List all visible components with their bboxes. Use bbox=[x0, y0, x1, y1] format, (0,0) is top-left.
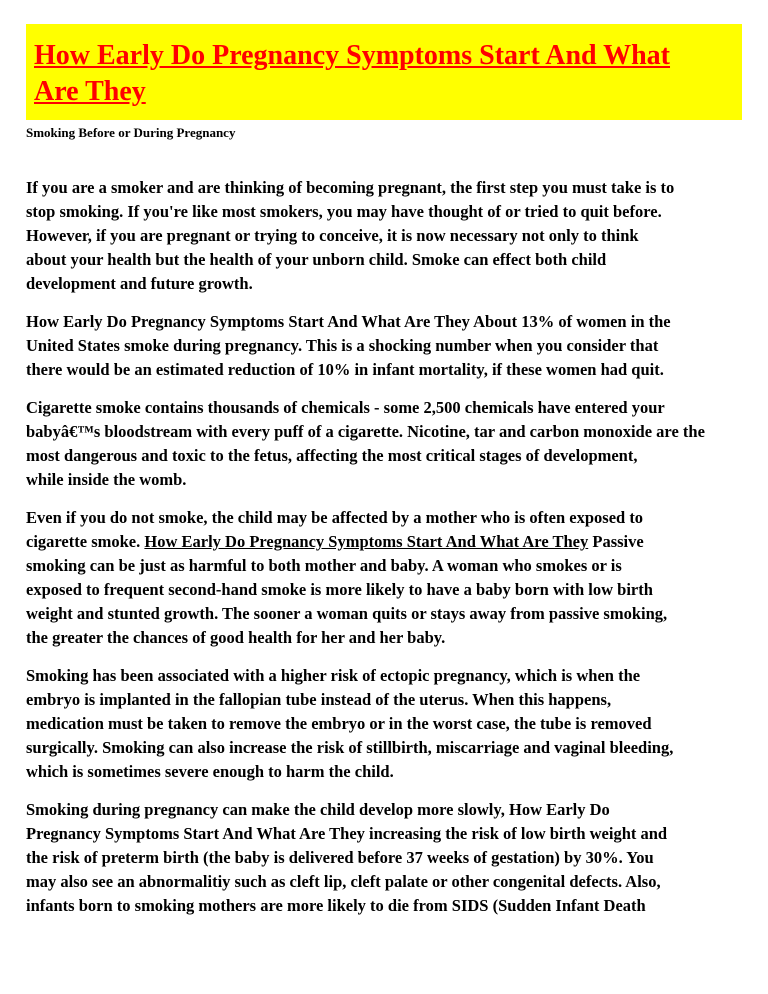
text-line: smoking can be just as harmful to both mother and baby. A woman who smokes or is bbox=[26, 556, 622, 575]
text-line bbox=[26, 530, 768, 554]
text-line: babyâ€™s bloodstream with every puff of a cigarette. Nicotine, tar and carbon monoxide are the bbox=[26, 422, 705, 441]
text-line: exposed to frequent second-hand smoke is more likely to have a baby born with low birth bbox=[26, 580, 653, 599]
text-line: most dangerous and toxic to the fetus, affecting the most critical stages of development, bbox=[26, 446, 638, 465]
text-line: may also see an abnormalitiy such as cleft lip, cleft palate or other congenital defects. Also, bbox=[26, 872, 661, 891]
article-body bbox=[26, 176, 768, 918]
text-line: which is sometimes severe enough to harm the child. bbox=[26, 762, 394, 781]
text-line: there would be an estimated reduction of 10% in infant mortality, if these women had quit. bbox=[26, 360, 664, 379]
paragraph-2 bbox=[26, 310, 768, 382]
text-line: surgically. Smoking can also increase the risk of stillbirth, miscarriage and vaginal bleeding, bbox=[26, 738, 674, 757]
text-segment: cigarette smoke. bbox=[26, 532, 145, 551]
text-line: the risk of preterm birth (the baby is delivered before 37 weeks of gestation) by 30%. You bbox=[26, 848, 654, 867]
text-line: medication must be taken to remove the embryo or in the worst case, the tube is removed bbox=[26, 714, 652, 733]
paragraph-3 bbox=[26, 396, 768, 492]
text-line: If you are a smoker and are thinking of becoming pregnant, the first step you must take is to bbox=[26, 178, 675, 197]
inline-title-link[interactable]: How Early Do Pregnancy Symptoms Start And What Are They bbox=[144, 532, 589, 551]
text-line: the greater the chances of good health for her and her baby. bbox=[26, 628, 446, 647]
text-line: Pregnancy Symptoms Start And What Are They increasing the risk of low birth weight and bbox=[26, 824, 668, 843]
text-segment: Passive bbox=[588, 532, 644, 551]
paragraph-5 bbox=[26, 664, 768, 784]
title-line-2: Are They bbox=[34, 76, 146, 107]
title-banner bbox=[26, 24, 742, 120]
subtitle: Smoking Before or During Pregnancy bbox=[26, 125, 236, 140]
text-line: However, if you are pregnant or trying to conceive, it is now necessary not only to think bbox=[26, 226, 639, 245]
text-line: Cigarette smoke contains thousands of chemicals - some 2,500 chemicals have entered your bbox=[26, 398, 665, 417]
text-line: infants born to smoking mothers are more likely to die from SIDS (Sudden Infant Death bbox=[26, 896, 646, 915]
text-line: embryo is implanted in the fallopian tube instead of the uterus. When this happens, bbox=[26, 690, 612, 709]
text-line: United States smoke during pregnancy. This is a shocking number when you consider that bbox=[26, 336, 659, 355]
text-line: Smoking during pregnancy can make the child develop more slowly, How Early Do bbox=[26, 800, 610, 819]
paragraph-6 bbox=[26, 798, 768, 918]
text-line: about your health but the health of your unborn child. Smoke can effect both child bbox=[26, 250, 607, 269]
text-line: Even if you do not smoke, the child may be affected by a mother who is often exposed to bbox=[26, 508, 644, 527]
text-line: while inside the womb. bbox=[26, 470, 187, 489]
text-line: development and future growth. bbox=[26, 274, 253, 293]
text-line: Smoking has been associated with a higher risk of ectopic pregnancy, which is when the bbox=[26, 666, 641, 685]
title-link[interactable] bbox=[34, 40, 670, 107]
text-line: weight and stunted growth. The sooner a woman quits or stays away from passive smoking, bbox=[26, 604, 668, 623]
paragraph-4 bbox=[26, 506, 768, 650]
title-line-1: How Early Do Pregnancy Symptoms Start And What bbox=[34, 40, 671, 71]
text-line: How Early Do Pregnancy Symptoms Start And What Are They About 13% of women in the bbox=[26, 312, 671, 331]
text-line: stop smoking. If you're like most smokers, you may have thought of or tried to quit before. bbox=[26, 202, 662, 221]
paragraph-1 bbox=[26, 176, 768, 296]
